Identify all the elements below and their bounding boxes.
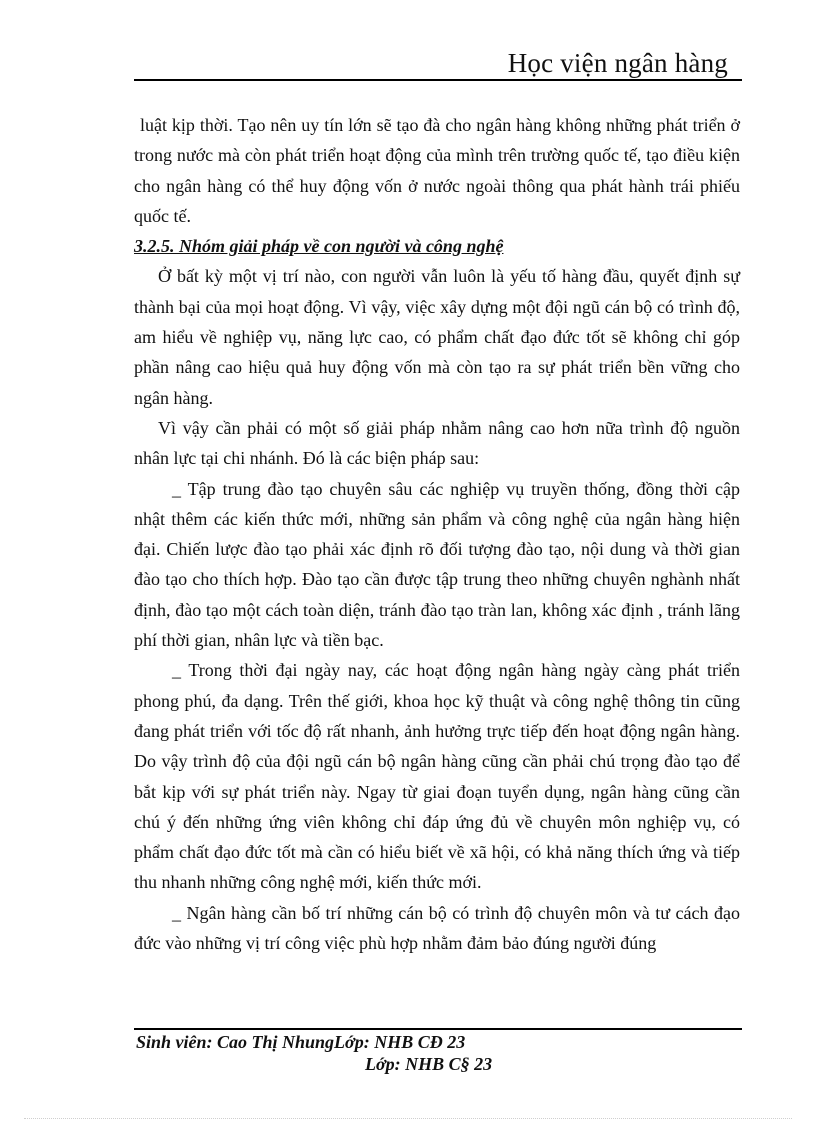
paragraph-staff-placement: _ Ngân hàng cần bố trí những cán bộ có trình độ chuyên môn và tư cách đạo đức vào những vị trí công việc phù hợp nhằm đảm bảo đúng người đúng	[134, 902, 740, 954]
footer-class-info: Lớp: NHB C§ 23	[365, 1054, 493, 1074]
paragraph-training: _ Tập trung đào tạo chuyên sâu các nghiệp vụ truyền thống, đồng thời cập nhật thêm các kiến thức mới, những sản phẩm và công nghệ của ngân hàng hiện đại. Chiến lược đào tạo phải xác định rõ đối tượng đào tạo, nội dung và thời gian đào tạo cho thích hợp. Đào tạo cần được tập trung theo những chuyên nghành nhất định, đào tạo một cách toàn diện, tránh đào tạo tràn lan, không xác định , tránh lãng phí thời gian, nhân lực và tiền bạc.	[134, 478, 740, 651]
paragraph-solutions-lead: Vì vậy cần phải có một số giải pháp nhằm nâng cao hơn nữa trình độ nguồn nhân lực tại chi nhánh. Đó là các biện pháp sau:	[134, 417, 740, 469]
footer-divider	[134, 1028, 742, 1030]
paragraph-modern-era: _ Trong thời đại ngày nay, các hoạt động ngân hàng ngày càng phát triển phong phú, đa dạng. Trên thế giới, khoa học kỹ thuật và công nghệ thông tin cũng đang phát triển với tốc độ rất nhanh, ảnh hưởng trực tiếp đến hoạt động ngân hàng. Do vậy trình độ của đội ngũ cán bộ ngân hàng cũng cần phải chú trọng đào tạo để bắt kịp với sự phát triển này. Ngay từ giai đoạn tuyển dụng, ngân hàng cũng cần chú ý đến những ứng viên không chỉ đáp ứng đủ về chuyên môn nghiệp vụ, có phẩm chất đạo đức tốt mà cần có hiểu biết về xã hội, có khả năng thích ứng và tiếp thu nhanh những công nghệ mới, kiến thức mới.	[134, 660, 740, 893]
paragraph-continuation: luật kịp thời. Tạo nên uy tín lớn sẽ tạo đà cho ngân hàng không những phát triển ở trong nước mà còn phát triển hoạt động của mình trên trường quốc tế, tạo điều kiện cho ngân hàng có thể huy động vốn ở nước ngoài thông qua phát hành trái phiếu quốc tế.	[134, 115, 740, 226]
page-header-title: Học viện ngân hàng	[507, 48, 728, 78]
paragraph-intro: Ở bất kỳ một vị trí nào, con người vẫn luôn là yếu tố hàng đầu, quyết định sự thành bại của mọi hoạt động. Vì vậy, việc xây dựng một đội ngũ cán bộ có trình độ, am hiểu về nghiệp vụ, năng lực cao, có phẩm chất đạo đức tốt sẽ không chỉ góp phần nâng cao hiệu quả huy động vốn mà còn tạo ra sự phát triển bền vững cho ngân hàng.	[134, 266, 740, 408]
footer-student-info: Sinh viên: Cao Thị NhungLớp: NHB CĐ 23	[136, 1032, 466, 1052]
header-divider	[134, 79, 742, 81]
document-body	[134, 110, 740, 958]
section-heading: 3.2.5. Nhóm giải pháp về con người và công nghệ	[134, 236, 504, 257]
page-edge-divider	[24, 1118, 792, 1119]
